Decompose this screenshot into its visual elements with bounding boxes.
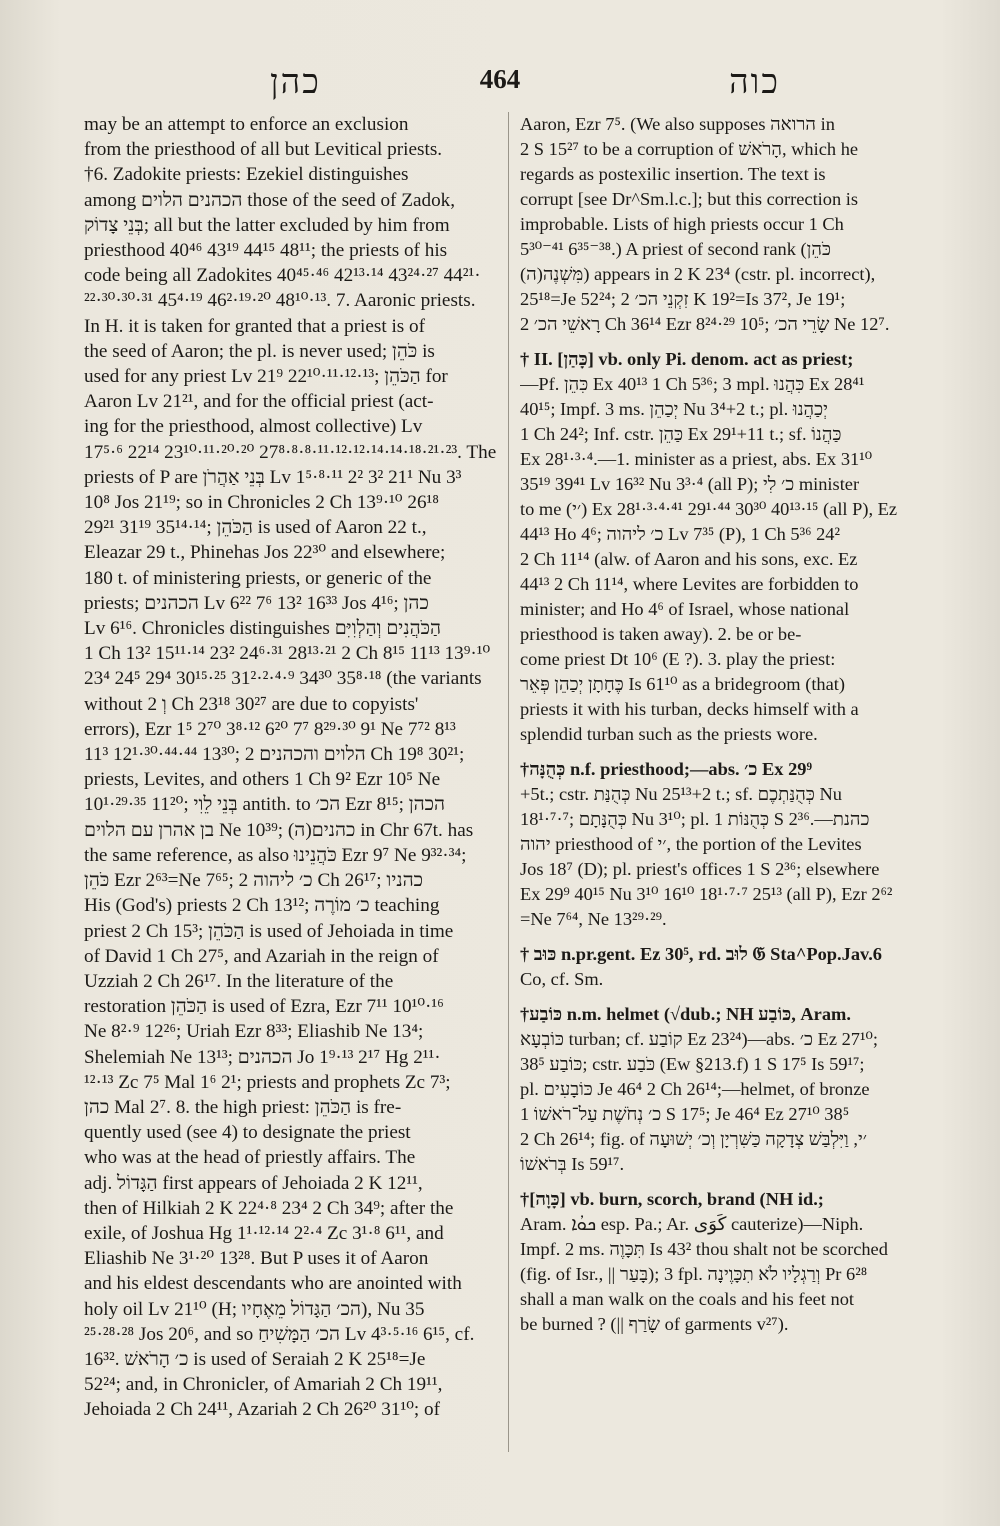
text-line: Lv 6¹⁶. Chronicles distinguishes הַכֹּהֲנִים וְהַלְוִיִּם [84, 618, 442, 640]
text-line: quently used (see 4) to designate the priest [84, 1122, 411, 1144]
text-line: In H. it is taken for granted that a priest is of [84, 315, 426, 337]
text-line: pl. כּוֹבָעִים Je 46⁴ 2 Ch 26¹⁴;—helmet, of bronze [520, 1079, 870, 1099]
text-line: 23⁴ 24⁵ 29⁴ 30¹⁵·²⁵ 31²·²·⁴·⁹ 34³⁰ 35⁸·¹⁸ (the variants [84, 668, 482, 690]
entry-headword-line: †[כָּוָה] vb. burn, scorch, brand (NH id.; [520, 1189, 824, 1209]
entry-continuation [520, 112, 948, 337]
text-line: 35¹⁹ 39⁴¹ Lv 16³² Nu 3³·⁴ (all P); כ׳ לִי minister [520, 474, 860, 494]
text-line: come priest Dt 10⁶ (E ?). 3. play the priest: [520, 649, 836, 669]
text-line: 2 Ch 11¹⁴ (alw. of Aaron and his sons, exc. Ez [520, 549, 858, 569]
text-line: Ex 28¹·³·⁴.—1. minister as a priest, abs. Ex 31¹⁰ [520, 449, 873, 469]
entry-gap [520, 337, 948, 347]
text-line: 11³ 12¹·³⁰·⁴⁴·⁴⁴ 13³⁰; הלוים והכהנים 2 Ch 19⁸ 30²¹; [84, 744, 465, 766]
text-line: priest 2 Ch 15³; הַכֹּהֵן is used of Jehoiada in time [84, 920, 454, 942]
header-left-word: כהן [270, 62, 321, 102]
text-line: כ׳ נְחֹשֶׁת עַל־רֹאשׁוֹ 1 S 17⁵; Je 46⁴ Ez 27¹⁰ 38⁵ [520, 1104, 850, 1124]
text-line: priests of P are בְּנֵי אַהֲרֹן Lv 1⁵·⁸·¹¹ 2² 3² 21¹ Nu 3³ [84, 466, 462, 488]
text-line: improbable. Lists of high priests occur 1 Ch [520, 214, 844, 234]
text-line: Impf. 2 ms. תִּכָּוֶה Is 43² thou shalt not be scorched [520, 1239, 888, 1259]
text-line: 18¹·⁷·⁷; כְּהֻנָּתָם Nu 3¹⁰; pl. כְּהֻנּוֹת 1 S 2³⁶.—כהנת [520, 809, 870, 829]
entry-gap [520, 1177, 948, 1187]
text-line: Aaron Lv 21²¹, and for the official priest (act- [84, 391, 434, 413]
text-line: the same reference, as also כֹּהֲנֵינוּ Ezr 9⁷ Ne 9³²·³⁴; [84, 844, 467, 866]
text-line: Jehoiada 2 Ch 24¹¹, Azariah 2 Ch 26²⁰ 31¹⁰; of [84, 1399, 440, 1421]
text-line: כהן Mal 2⁷. 8. the high priest: הַכֹּהֵן is fre- [84, 1096, 402, 1118]
column-divider [508, 112, 509, 1452]
text-line: used for any priest Lv 21⁹ 22¹⁰·¹¹·¹²·¹³; הַכֹּהֵן for [84, 366, 448, 388]
text-line: Jos 18⁷ (D); pl. priest's offices 1 S 2³⁶; elsewhere [520, 859, 880, 879]
entry-headword-line: †כּוֹבַע n.m. helmet (√dub.; NH כּוֹבַע, Aram. [520, 1004, 851, 1024]
text-line: Aram. ܟܘܳܐ esp. Pa.; Ar. كَوَى cauterize)—Niph. [520, 1214, 864, 1234]
page-number: 464 [479, 64, 521, 94]
text-line: Eleazar 29 t., Phinehas Jos 22³⁰ and elsewhere; [84, 542, 446, 564]
text-line: priests, Levites, and others 1 Ch 9² Ezr 10⁵ Ne [84, 769, 441, 791]
entry-gap [520, 992, 948, 1002]
text-line: ²⁵·²⁸·²⁸ Jos 20⁶, and so הכ׳ הַמָּשִׁיחַ Lv 4³·⁵·¹⁶ 6¹⁵, cf. [84, 1323, 475, 1345]
text-line: and his eldest descendants who are anointed with [84, 1273, 462, 1295]
text-line: כֶּחָתָן יְכַהֵן פְּאֵר Is 61¹⁰ as a bridegroom (that) [520, 674, 846, 694]
dictionary-entry [520, 1002, 948, 1177]
text-line: priesthood 40⁴⁶ 43¹⁹ 44¹⁵ 48¹¹; the priests of his [84, 240, 448, 262]
text-line: יהוה priesthood of ׳י, the portion of the Levites [520, 834, 862, 854]
text-line: code being all Zadokites 40⁴⁵·⁴⁶ 42¹³·¹⁴ 43²⁴·²⁷ 44²¹· [84, 265, 481, 287]
text-line: ing for the priesthood, almost collective) Lv [84, 416, 423, 438]
text-line: Ne 8²·⁹ 12²⁶; Uriah Ezr 8³³; Eliashib Ne 13⁴; [84, 1021, 424, 1043]
text-line: בְּנֵי צָדוֹק; all but the latter excluded by him from [84, 214, 450, 236]
text-line: כֹּהֵן Ezr 2⁶³=Ne 7⁶⁵; כ׳ ליהוה 2 Ch 26¹⁷; כהניו [84, 870, 424, 892]
text-line: 1 Ch 24²; Inf. cstr. כַּהֵן Ex 29¹+11 t.; sf. כַּהֲנוֹ [520, 424, 842, 444]
text-line: regards as postexilic insertion. The text is [520, 164, 826, 184]
text-line: 5³⁰⁻⁴¹ 6³⁵⁻³⁸.) A priest of second rank (כֹּהֵן [520, 239, 831, 259]
text-line: +5t.; cstr. כְּהֻנַּת Nu 25¹³+2 t.; sf. כְּהֻנַּתְכֶם Nu [520, 784, 842, 804]
text-line: shall a man walk on the coals and his feet not [520, 1289, 855, 1309]
dictionary-entry [520, 347, 948, 747]
text-line: to me (׳י) Ex 28¹·³·⁴·⁴¹ 29¹·⁴⁴ 30³⁰ 40¹³·¹⁵ (all P), Ez [520, 499, 898, 519]
text-line: 40¹⁵; Impf. 3 ms. יְכַהֵן Nu 3⁴+2 t.; pl. יְכַהֲנוּ [520, 399, 828, 419]
text-line: 2 Ch 26¹⁴; fig. of ׳י, וַיִּלְבַּשׁ צְדָקָה כַּשִּׁרְיָן וְכ׳ יְשׁוּעָה [520, 1129, 868, 1149]
text-line: then of Hilkiah 2 K 22⁴·⁸ 23⁴ 2 Ch 34⁹; after the [84, 1197, 454, 1219]
text-line: corrupt [see Dr^Sm.l.c.]; but this correction is [520, 189, 859, 209]
text-line: 10¹·²⁹·³⁵ 11²⁰; בְּנֵי לֵוִי antith. to הכ׳ Ezr 8¹⁵; הכהן [84, 794, 446, 816]
text-line: the seed of Aaron; the pl. is never used; כֹּהֵן is [84, 340, 435, 362]
text-line: 2 S 15²⁷ to be a corruption of הָרֹאשׁ, which he [520, 139, 859, 159]
text-line: minister; and Ho 4⁶ of Israel, whose national [520, 599, 850, 619]
text-line: (ה)מִּשְׁנֶה) appears in 2 K 23⁴ (cstr. pl. incorrect), [520, 264, 876, 284]
text-line: (fig. of Isr., || בָּעַר); 3 fpl. וְרַגְלָיו לֹא תִכָּוֶינָה Pr 6²⁸ [520, 1264, 868, 1284]
text-line: who was at the head of priestly affairs. The [84, 1147, 416, 1169]
text-line: רָאשֵׁי הכ׳ 2 Ch 36¹⁴ Ezr 8²⁴·²⁹ 10⁵; שָׂרֵי הכ׳ Ne 12⁷. [520, 314, 890, 334]
text-line: Uzziah 2 Ch 26¹⁷. In the literature of the [84, 970, 394, 992]
text-line: Shelemiah Ne 13¹³; הכהנים Jo 1⁹·¹³ 2¹⁷ Hg 2¹¹· [84, 1046, 441, 1068]
text-line: Eliashib Ne 3¹·²⁰ 13²⁸. But P uses it of Aaron [84, 1248, 429, 1270]
dictionary-entry [520, 942, 948, 992]
left-column [84, 112, 504, 1462]
text-line: בְּרֹאשׁוֹ Is 59¹⁷. [520, 1154, 625, 1174]
text-line: from the priesthood of all but Levitical priests. [84, 139, 443, 161]
text-line: 180 t. of ministering priests, or generic of the [84, 567, 432, 589]
text-line: errors), Ezr 1⁵ 2⁷⁰ 3⁸·¹² 6²⁰ 7⁷ 8²⁹·³⁰ 9¹ Ne 7⁷² 8¹³ [84, 718, 456, 740]
text-line: be burned ? (|| שָׂרַף of garments v²⁷). [520, 1314, 789, 1334]
text-line: =Ne 7⁶⁴, Ne 13²⁹·²⁹. [520, 909, 667, 929]
text-line: holy oil Lv 21¹⁰ (H; הכ׳ הַגָּדוֹל מֵאֶחָיו), Nu 35 [84, 1298, 425, 1320]
text-line: 25¹⁸=Je 52²⁴; זִקְנֵי הכ׳ 2 K 19²=Is 37², Je 19¹; [520, 289, 846, 309]
text-line: 17⁵·⁶ 22¹⁴ 23¹⁰·¹¹·²⁰·²⁰ 27⁸·⁸·⁸·¹¹·¹²·¹²·¹⁴·¹⁴·¹⁸·²¹·²³. The [84, 441, 497, 463]
text-line: Ex 29⁹ 40¹⁵ Nu 3¹⁰ 16¹⁰ 18¹·⁷·⁷ 25¹³ (all P), Ezr 2⁶² [520, 884, 893, 904]
text-line: among הכהנים הלוים those of the seed of Zadok, [84, 189, 456, 211]
text-line: His (God's) priests 2 Ch 13¹²; כ׳ מוֹרֶה teaching [84, 895, 440, 917]
text-line: —Pf. כִּהֵן Ex 40¹³ 1 Ch 5³⁶; 3 mpl. כִּהֲנוּ Ex 28⁴¹ [520, 374, 865, 394]
text-line: priesthood is taken away). 2. be or be- [520, 624, 802, 644]
text-line: 29²¹ 31¹⁹ 35¹⁴·¹⁴; הַכֹּהֵן is used of Aaron 22 t., [84, 517, 427, 539]
text-line: restoration הַכֹּהֵן is used of Ezra, Ezr 7¹¹ 10¹⁰·¹⁶ [84, 996, 444, 1018]
text-line: 10⁸ Jos 21¹⁹; so in Chronicles 2 Ch 13⁹·¹⁰ 26¹⁸ [84, 492, 439, 514]
entry-gap [520, 747, 948, 757]
text-line: may be an attempt to enforce an exclusion [84, 114, 409, 135]
text-line: without וְ 2 Ch 23¹⁸ 30²⁷ are due to copyists' [84, 693, 419, 715]
text-line: 52²⁴; and, in Chronicler, of Amariah 2 Ch 19¹¹, [84, 1374, 443, 1396]
text-line: adj. הַגָּדוֹל first appears of Jehoiada 2 K 12¹¹, [84, 1172, 423, 1194]
entry-headword-line: † II. [כָּהַן] vb. only Pi. denom. act as priest; [520, 349, 854, 369]
entry-headword-line: † כּוּב n.pr.gent. Ez 30⁵, rd. לוּב 𝔊 Sta^Pop.Jav.6 [520, 944, 882, 964]
entry-headword-line: †כְּהֻנָּה n.f. priesthood;—abs. כ׳ Ex 29⁹ [520, 759, 812, 779]
header-right-word: כוה [729, 62, 780, 102]
text-line: Co, cf. Sm. [520, 969, 604, 989]
text-line: splendid turban such as the priests wore. [520, 724, 818, 744]
text-line: כּוֹבְעָא turban; cf. קוֹבַע Ez 23²⁴)—abs. כ׳ Ez 27¹⁰; [520, 1029, 878, 1049]
right-column [520, 112, 948, 1462]
text-line: of David 1 Ch 27⁵, and Azariah in the reign of [84, 945, 439, 967]
text-line: exile, of Joshua Hg 1¹·¹²·¹⁴ 2²·⁴ Zc 3¹·⁸ 6¹¹, and [84, 1222, 444, 1244]
text-line: priests; הכהנים Lv 6²² 7⁶ 13² 16³³ Jos 4¹⁶; כהן [84, 592, 429, 614]
text-line: כּוֹבַע 38⁵; cstr. כֹּבַע (Ew §213.f) 1 S 17⁵ Is 59¹⁷; [520, 1054, 865, 1074]
text-line: priests it with his turban, decks himself with a [520, 699, 859, 719]
text-line: 16³². כ׳ הָרֹאשׁ is used of Seraiah 2 K 25¹⁸=Je [84, 1348, 426, 1370]
text-line: ¹²·¹³ Zc 7⁵ Mal 1⁶ 2¹; priests and prophets Zc 7³; [84, 1071, 451, 1093]
entry-gap [520, 932, 948, 942]
dictionary-entry [520, 757, 948, 932]
text-line: †6. Zadokite priests: Ezekiel distinguishes [84, 164, 409, 186]
dictionary-entry [520, 1187, 948, 1337]
text-line: 44¹³ 2 Ch 11¹⁴, where Levites are forbidden to [520, 574, 859, 594]
running-head [60, 62, 940, 102]
text-line: 1 Ch 13² 15¹¹·¹⁴ 23² 24⁶·³¹ 28¹³·²¹ 2 Ch 8¹⁵ 11¹³ 13⁹·¹⁰ [84, 643, 491, 665]
text-line: ²²·³⁰·³⁰·³¹ 45⁴·¹⁹ 46²·¹⁹·²⁰ 48¹⁰·¹³. 7. Aaronic priests. [84, 290, 476, 312]
text-line: בן אהרן עם הלוים Ne 10³⁹; (ה)כהנים in Chr 67t. has [84, 819, 474, 841]
text-line: Aaron, Ezr 7⁵. (We also supposes הרואה in [520, 114, 835, 134]
text-line: 44¹³ Ho 4⁶; כ׳ ליהוה Lv 7³⁵ (P), 1 Ch 5³⁶ 24² [520, 524, 841, 544]
